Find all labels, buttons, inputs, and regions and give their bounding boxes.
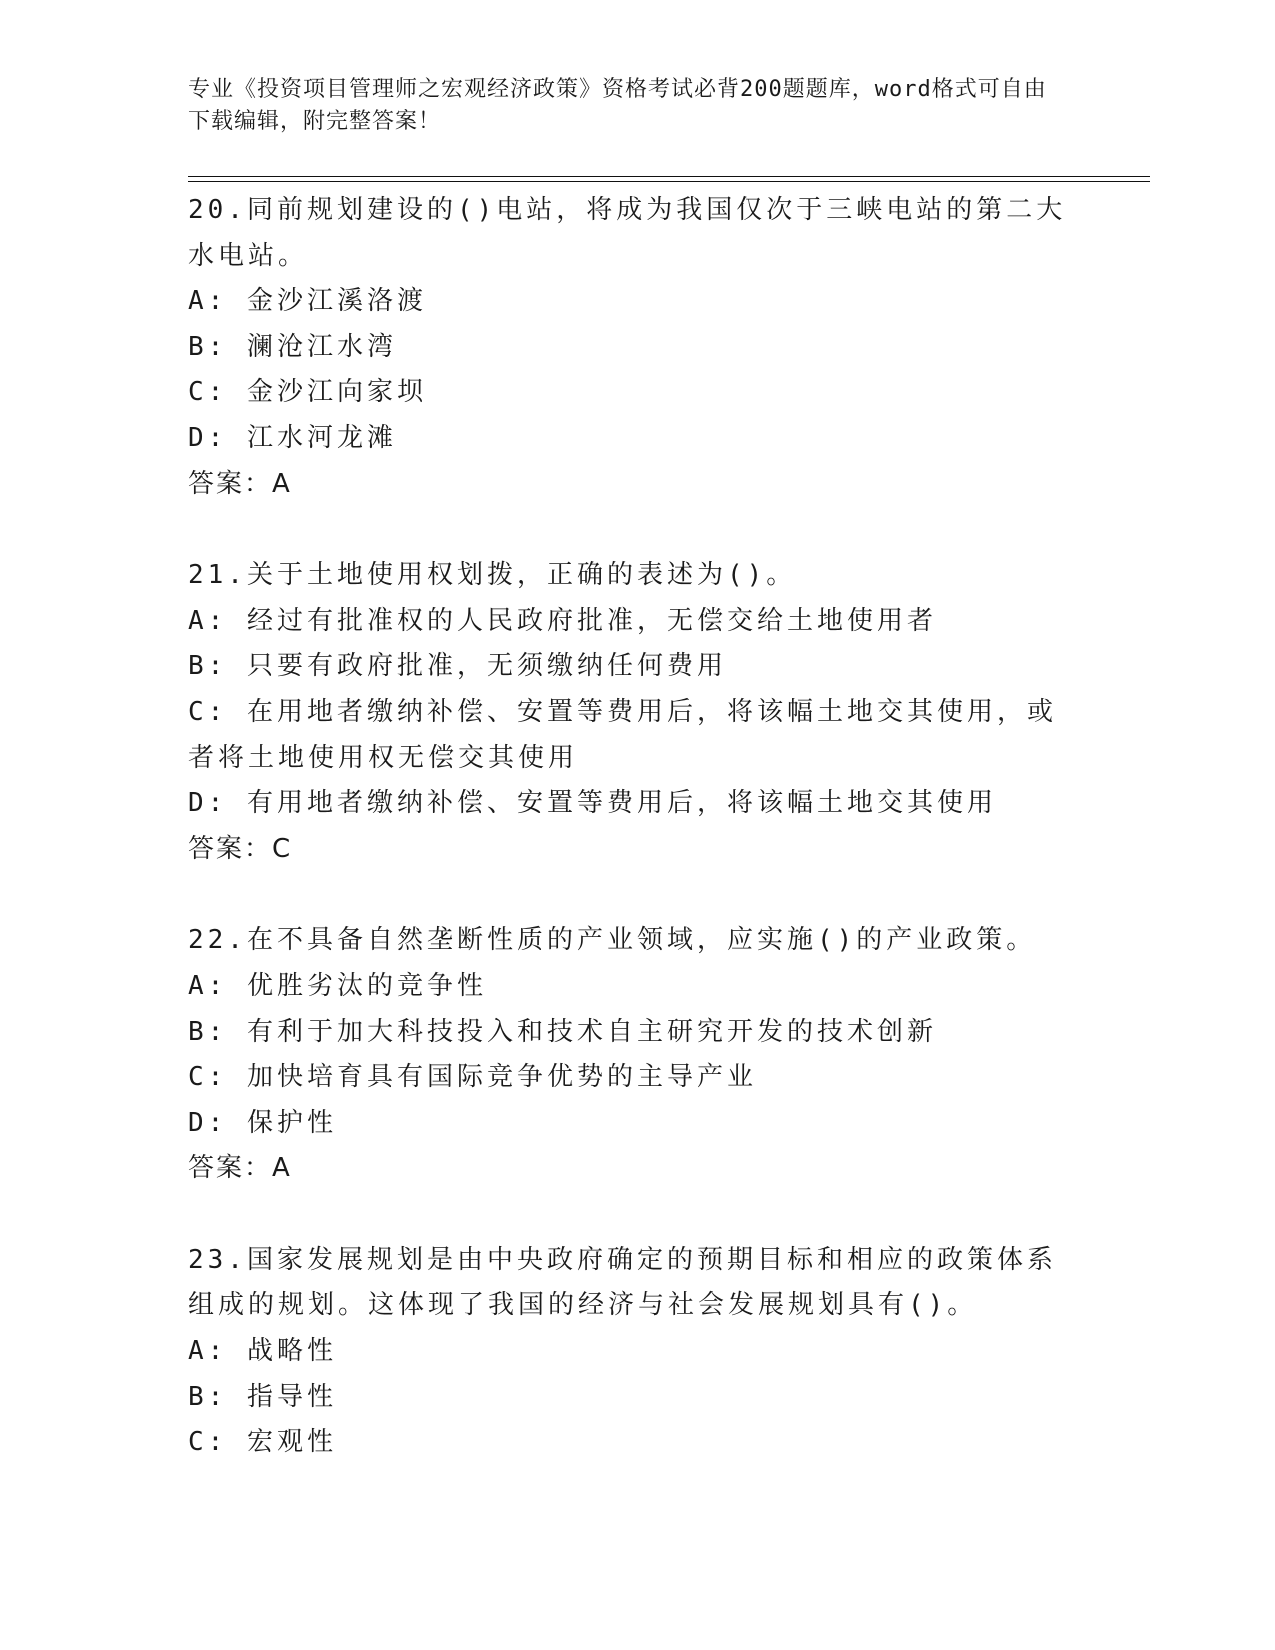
answer: 答案：A: [188, 1153, 292, 1184]
question-stem: 23.国家发展规划是由中央政府确定的预期目标和相应的政策体系组成的规划。这体现了我国的经济与社会发展规划具有()。: [188, 1244, 1057, 1321]
answer: 答案：C: [188, 833, 293, 864]
header-divider-bottom: [188, 181, 1150, 182]
question-stem: 20.同前规划建设的()电站，将成为我国仅次于三峡电站的第二大水电站。: [188, 195, 1067, 271]
question-22: [188, 918, 1080, 1192]
option-a: A: 金沙江溪洛渡: [188, 286, 427, 317]
option-d: D: 有用地者缴纳补偿、安置等费用后，将该幅土地交其使用: [188, 788, 997, 819]
option-b: B: 只要有政府批准，无须缴纳任何费用: [188, 651, 727, 682]
option-c: C: 在用地者缴纳补偿、安置等费用后，将该幅土地交其使用，或者将土地使用权无偿交其使用: [188, 696, 1057, 773]
question-21: [188, 553, 1080, 872]
option-d: D: 保护性: [188, 1107, 337, 1138]
option-d: D: 江水河龙滩: [188, 422, 397, 453]
question-20: [188, 188, 1080, 507]
option-c: C: 金沙江向家坝: [188, 377, 427, 408]
option-b: B: 指导性: [188, 1381, 337, 1412]
question-stem: 21.关于土地使用权划拨，正确的表述为()。: [188, 560, 797, 591]
question-23: [188, 1238, 1080, 1466]
question-stem: 22.在不具备自然垄断性质的产业领域，应实施()的产业政策。: [188, 925, 1037, 956]
option-b: B: 澜沧江水湾: [188, 331, 397, 362]
document-header: 专业《投资项目管理师之宏观经济政策》资格考试必背200题题库，word格式可自由下载编辑，附完整答案！: [188, 77, 1047, 134]
option-b: B: 有利于加大科技投入和技术自主研究开发的技术创新: [188, 1016, 937, 1047]
header-divider-top: [188, 176, 1150, 177]
option-a: A: 经过有批准权的人民政府批准，无偿交给土地使用者: [188, 605, 937, 636]
question-list: [188, 188, 1080, 1512]
answer: 答案：A: [188, 468, 292, 499]
option-c: C: 宏观性: [188, 1427, 337, 1458]
option-a: A: 优胜劣汰的竞争性: [188, 970, 487, 1001]
option-c: C: 加快培育具有国际竞争优势的主导产业: [188, 1062, 757, 1093]
option-a: A: 战略性: [188, 1336, 337, 1367]
